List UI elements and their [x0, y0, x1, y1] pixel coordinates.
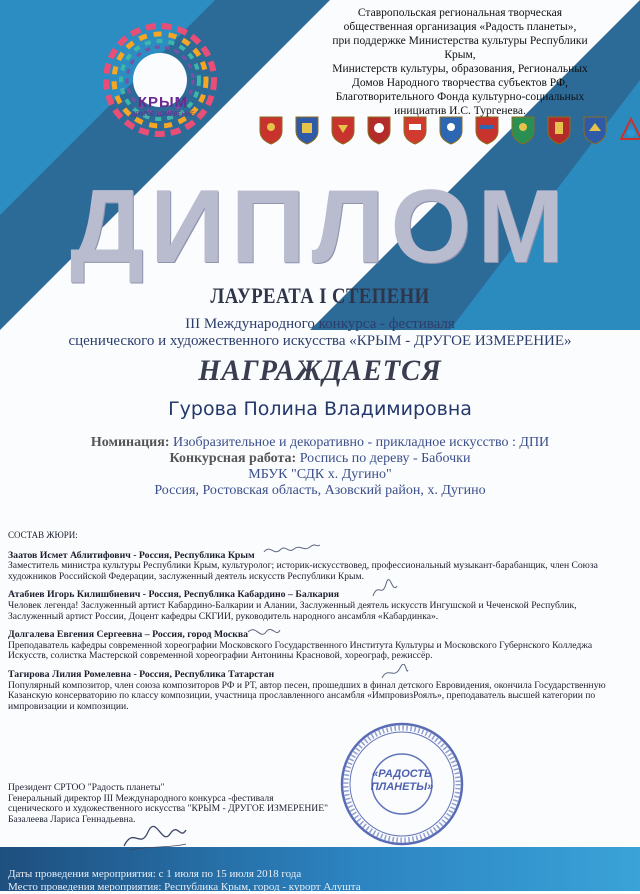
nomination-label: Номинация: [90, 435, 170, 450]
coat-of-arms-icon [399, 115, 431, 145]
signature-icon [262, 540, 322, 558]
event-dates: Даты проведения мероприятия: с 1 июля по 15 июля 2018 года [8, 868, 302, 880]
president-signature-icon [120, 820, 190, 854]
logo-title: КРЫМ [137, 94, 189, 111]
nomination-value: Изобразительное и декоративно - прикладное искусство : ДПИ [173, 435, 550, 450]
organizer-header [320, 6, 600, 118]
jury-member-description: Человек легенда! Заслуженный артист Кабардино-Балкарии и Алании, Заслуженный деятель искусств Ингушской и Чеченской Республик, Заслуженный артист России, Доцент кафедры СКГИИ, руководитель народного ансамбля «Кабардинка». [8, 599, 577, 622]
president-line: Базалеева Лариса Геннадьевна. [8, 813, 136, 825]
header-line: общественная организация «Радость планеты», [343, 21, 577, 33]
work-label: Конкурсная работа: [169, 451, 297, 466]
contest-name [0, 316, 640, 350]
jury-member-name: Атабиев Игорь Килишбиевич - Россия, Республика Кабардино – Балкария [8, 589, 340, 601]
coat-of-arms-icon [435, 115, 467, 145]
official-stamp [338, 720, 466, 848]
jury-member-name: Долгалева Евгения Сергеевна – Россия, город Москва [8, 629, 249, 641]
coat-of-arms-icon [363, 115, 395, 145]
coat-of-arms-icon [291, 115, 323, 145]
emblem-row [255, 115, 640, 145]
jury-member-name: Тагирова Лилия Ромелевна - Россия, Республика Татарстан [8, 668, 275, 680]
jury-title: СОСТАВ ЖЮРИ: [8, 530, 78, 540]
coat-of-arms-icon [471, 115, 503, 145]
work-value: Роспись по дереву - Бабочки [299, 451, 471, 466]
event-info [8, 868, 608, 894]
jury-member-description: Преподаватель кафедры современной хореографии Московского Государственного Института Культуры и Московского Губернского Колледжа Искусств, солистка Мастерской современной хореографии Антонины Красновой, хореограф, режиссёр. [8, 639, 593, 662]
event-place: Место проведения мероприятия: Республика Крым, город - курорт Алушта [8, 881, 361, 893]
institution: МБУК "СДК х. Дугино" [248, 467, 392, 482]
jury-member-description: Популярный композитор, член союза композиторов РФ и РТ, автор песен, прошедших в финал детского Евровидения, окончила Государственную Казанскую консерваторию по классу композиции, участница прославленного ансамбля «ИмпровизРоялъ», преподаватель высшей категории по импровизации и композиции. [8, 679, 606, 712]
logo-subtitle: ДРУГОЕ ИЗМЕРЕНИЕ [131, 112, 195, 118]
header-line: при поддержке Министерства культуры Республики Крым, [332, 35, 588, 61]
coat-of-arms-icon [255, 115, 287, 145]
stamp-line: «РАДОСТЬ [372, 768, 432, 780]
work-row [0, 451, 640, 467]
president-line: сценического и художественного искусства "КРЫМ - ДРУГОЕ ИЗМЕРЕНИЕ" [8, 803, 328, 815]
nomination-block [0, 435, 640, 499]
header-line: инициатив И.С. Тургенева. [394, 105, 526, 117]
coat-of-arms-icon [579, 115, 611, 145]
president-line: Генеральный директор III Международного конкурса -фестиваля [8, 792, 274, 804]
coat-of-arms-icon [507, 115, 539, 145]
diploma-title: ДИПЛОМ [69, 169, 571, 285]
nomination-row [0, 435, 640, 451]
contest-line: сценического и художественного искусства «КРЫМ - ДРУГОЕ ИЗМЕРЕНИЕ» [68, 333, 572, 349]
signature-icon [246, 622, 282, 642]
president-line: Президент СРТОО "Радость планеты" [8, 782, 165, 793]
jury-member [8, 590, 626, 622]
header-line: Благотворительного Фонда культурно-социальных [335, 91, 585, 103]
header-line: Министерств культуры, образования, Региональных [332, 63, 588, 75]
crimea-logo-icon [100, 20, 220, 140]
header-line: Ставропольская региональная творческая [357, 7, 563, 19]
contest-line: III Международного конкурса - фестиваля [185, 316, 455, 332]
laureate-degree: ЛАУРЕАТА I СТЕПЕНИ [210, 283, 430, 308]
jury-member-name: Заатов Исмет Аблитифович - Россия, Республика Крым [8, 549, 255, 561]
recipient-name: Гурова Полина Владимировна [168, 398, 472, 420]
stamp-line: ПЛАНЕТЫ» [370, 781, 434, 793]
header-line: Домов Народного творчества субъектов РФ, [352, 77, 568, 89]
coat-of-arms-icon [327, 115, 359, 145]
location: Россия, Ростовская область, Азовский район, х. Дугино [154, 483, 486, 498]
jury-member [8, 630, 626, 662]
awarded-heading: НАГРАЖДАЕТСЯ [198, 354, 442, 387]
coat-of-arms-icon [543, 115, 575, 145]
signature-icon [380, 664, 410, 682]
stamp-center-text [338, 768, 466, 794]
jury-member-description: Заместитель министра культуры Республики Крым, культуролог; историк-искусствовед, профессиональный музыкант-барабанщик, член Союза художников Российской Федерации, заслуженный деятель искусств Республики Крым. [8, 560, 598, 582]
radost-planety-logo-icon [615, 115, 640, 145]
jury-list [8, 530, 626, 720]
signature-icon [370, 578, 400, 600]
jury-member [8, 670, 626, 712]
